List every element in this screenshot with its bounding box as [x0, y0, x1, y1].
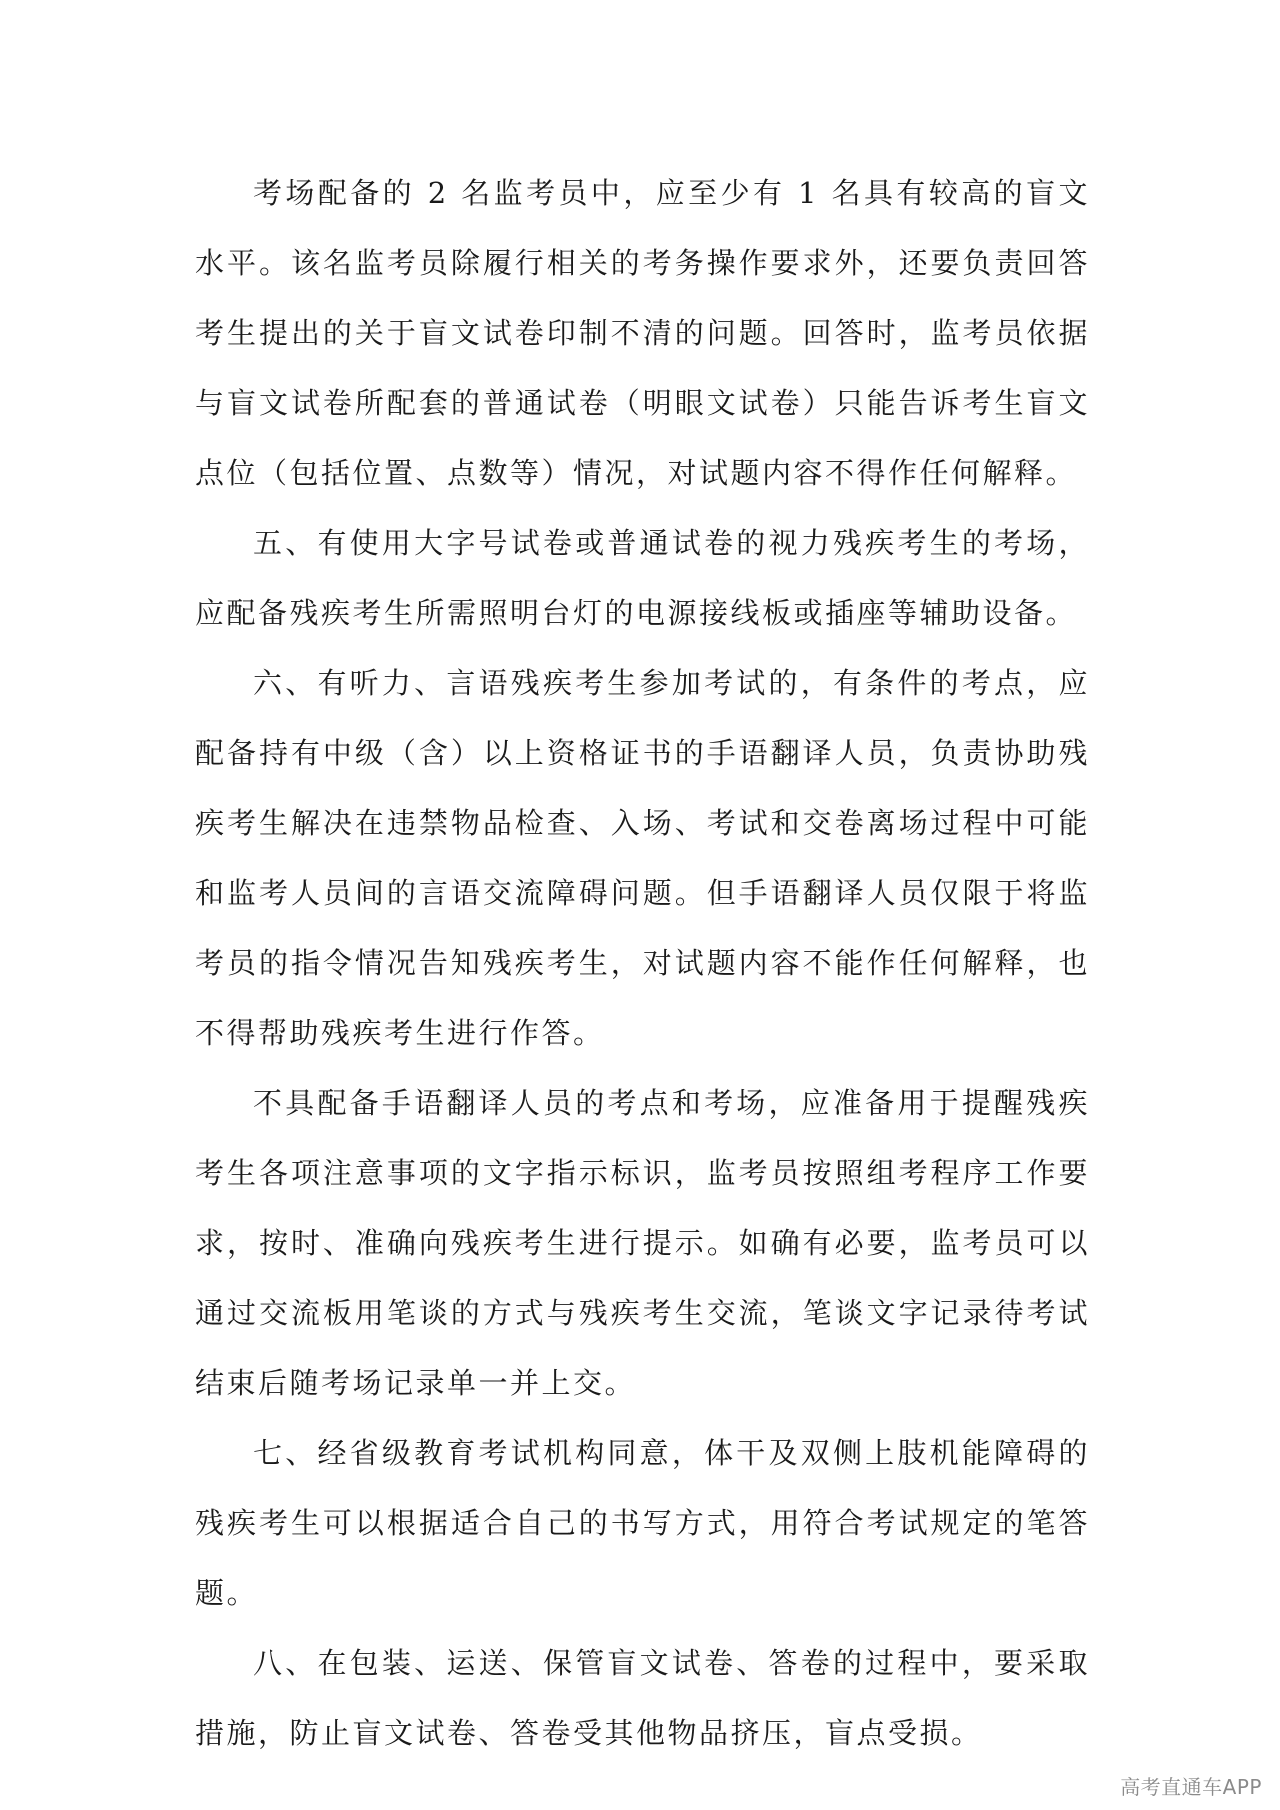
paragraph-item-seven: 七、经省级教育考试机构同意，体干及双侧上肢机能障碍的残疾考生可以根据适合自己的书写方式，用符合考试规定的笔答题。 — [195, 1436, 1090, 1610]
paragraph-invigilator-braille: 考场配备的 2 名监考员中，应至少有 1 名具有较高的盲文水平。该名监考员除履行相关的考务操作要求外，还要负责回答考生提出的关于盲文试卷印制不清的问题。回答时，监考员依据与盲文试卷所配套的普通试卷（明眼文试卷）只能告诉考生盲文点位（包括位置、点数等）情况，对试题内容不得作任何解释。 — [195, 176, 1090, 490]
paragraph-no-sign-language: 不具配备手语翻译人员的考点和考场，应准备用于提醒残疾考生各项注意事项的文字指示标识，监考员按照组考程序工作要求，按时、准确向残疾考生进行提示。如确有必要，监考员可以通过交流板用笔谈的方式与残疾考生交流，笔谈文字记录待考试结束后随考场记录单一并上交。 — [195, 1086, 1090, 1400]
paragraph-item-five: 五、有使用大字号试卷或普通试卷的视力残疾考生的考场，应配备残疾考生所需照明台灯的电源接线板或插座等辅助设备。 — [195, 526, 1090, 630]
watermark-text: 高考直通车APP — [1120, 1775, 1262, 1799]
paragraph-item-eight: 八、在包装、运送、保管盲文试卷、答卷的过程中，要采取措施，防止盲文试卷、答卷受其他物品挤压，盲点受损。 — [195, 1646, 1090, 1750]
paragraph-item-six: 六、有听力、言语残疾考生参加考试的，有条件的考点，应配备持有中级（含）以上资格证书的手语翻译人员，负责协助残疾考生解决在违禁物品检查、入场、考试和交卷离场过程中可能和监考人员间的言语交流障碍问题。但手语翻译人员仅限于将监考员的指令情况告知残疾考生，对试题内容不能作任何解释，也不得帮助残疾考生进行作答。 — [195, 666, 1090, 1050]
document-body — [195, 158, 1090, 1768]
